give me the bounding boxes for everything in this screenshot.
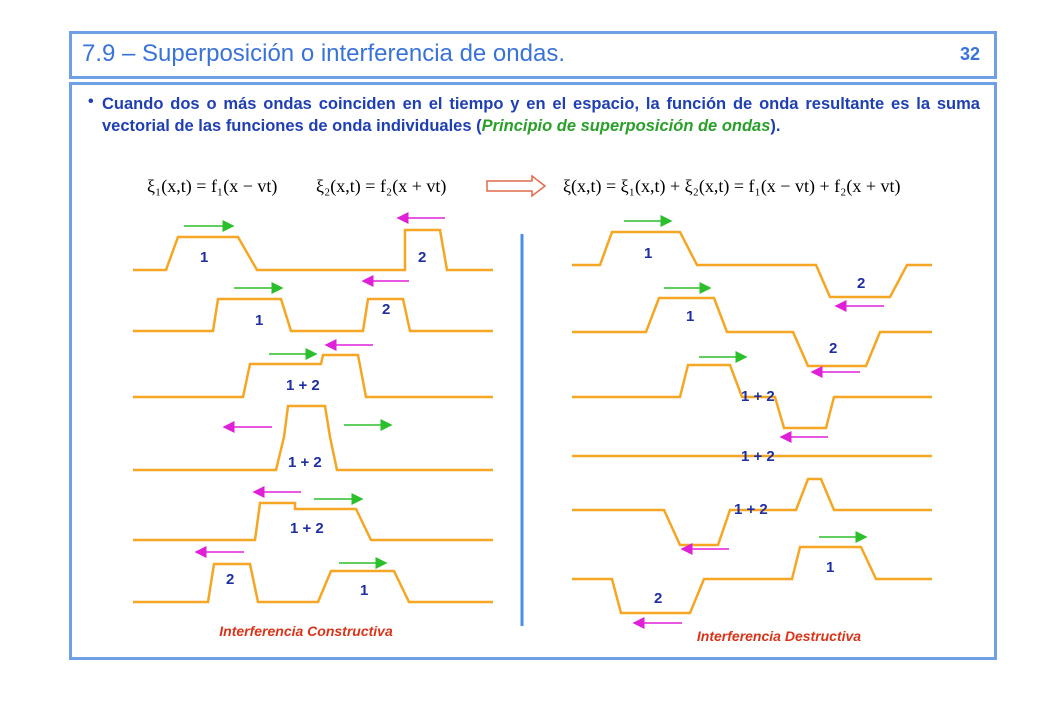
- wave-label: 1 + 2: [741, 448, 775, 465]
- wave-label: 1: [255, 312, 264, 329]
- equation-xi1: ξ₁(x,t) = f₁(x − vt): [147, 176, 278, 196]
- wave-label: 1 + 2: [741, 388, 775, 405]
- wave-label: 1: [360, 582, 369, 599]
- equation-xi2: ξ₂(x,t) = f₂(x + vt): [316, 176, 447, 196]
- wave-label: 1: [200, 249, 209, 266]
- wave-label: 1 + 2: [290, 520, 324, 537]
- wave-label: 1: [644, 245, 653, 262]
- bullet-text-before: Cuando dos o más ondas coinciden en el tiempo y en el espacio, la función de onda resultante es la suma vectorial de las funciones de onda individuales (: [102, 95, 980, 135]
- equation-sum: ξ(x,t) = ξ₁(x,t) + ξ₂(x,t) = f₁(x − vt) + f₂(x + vt): [563, 176, 901, 196]
- wave-label: 1 + 2: [286, 377, 320, 394]
- implies-arrow-icon: [487, 176, 545, 196]
- destructive-waves: [572, 232, 932, 613]
- slide-title: 7.9 – Superposición o interferencia de ondas.: [82, 40, 565, 67]
- constructive-caption: Interferencia Constructiva: [219, 623, 393, 639]
- wave-label: 2: [829, 340, 838, 357]
- wave-label: 1: [686, 308, 695, 325]
- principle-text: Principio de superposición de ondas: [481, 117, 771, 135]
- slide-number: 32: [959, 44, 980, 64]
- wave-label: 2: [654, 590, 663, 607]
- wave-label: 2: [226, 571, 235, 588]
- bullet-text-after: ).: [770, 117, 781, 135]
- wave-label: 2: [382, 301, 391, 318]
- wave-label: 2: [418, 249, 427, 266]
- wave-label: 1 + 2: [288, 454, 322, 471]
- bullet-icon: •: [88, 93, 94, 110]
- wave-label: 1: [826, 559, 835, 576]
- wave-label: 2: [857, 275, 866, 292]
- wave-label: 1 + 2: [734, 501, 768, 518]
- destructive-caption: Interferencia Destructiva: [696, 628, 862, 644]
- destructive-arrows: [624, 221, 884, 623]
- constructive-waves: [133, 230, 493, 602]
